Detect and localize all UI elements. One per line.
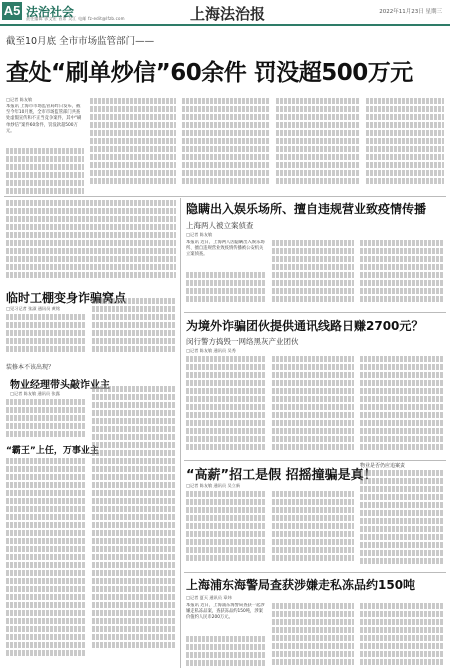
story3-subhead: 物业经理带头敲诈业主 xyxy=(10,380,110,391)
story4-headline: 为境外诈骗团伙提供通讯线路日赚2700元？ xyxy=(186,319,424,333)
story3-section-label: 装修本不该出现？ xyxy=(6,364,55,371)
story5-body-col3 xyxy=(360,470,444,569)
story3-headline: 临时工棚变身诈骗窝点 xyxy=(6,291,127,305)
lead-kicker: 截至10月底 全市市场监管部门—— xyxy=(6,36,155,47)
story2-body-col2 xyxy=(272,240,354,308)
story3-preamble xyxy=(6,200,176,280)
lead-body-col4 xyxy=(276,98,360,190)
story6-divider xyxy=(184,572,446,573)
story4-body-col1 xyxy=(186,356,266,456)
lead-byline: □记者 陈友敏 xyxy=(6,97,33,102)
paper-logo: 上海法治报 xyxy=(190,5,266,23)
story5-divider xyxy=(184,460,446,461)
story5-byline: □记者 陈友敏 通讯员 吴立新 xyxy=(186,483,241,488)
story6-body-col3 xyxy=(360,603,444,666)
story2-subhead: 上海两人被立案侦查 xyxy=(186,221,254,230)
story4-subhead: 闵行警方捣毁一网络黑灰产业团伙 xyxy=(186,337,299,346)
section-title: 法治社会 xyxy=(26,5,75,19)
story3-byline: □见习记者 张淑 通讯员 黄铭 xyxy=(6,306,61,311)
story4-body-col3 xyxy=(360,356,444,456)
story6-intro: 本报讯 近日，上海浦东海警局查获一起涉嫌走私冻品案，查获冻品约150吨，涉案价值约人民币200万元。 xyxy=(186,603,265,621)
lead-body-col2 xyxy=(90,98,176,190)
issue-date: 2022年11月23日 星期三 xyxy=(379,9,442,15)
story4-divider xyxy=(184,312,446,313)
story2-intro: 本报讯 近日，上海两人因隐瞒出入娱乐场所、擅自违规营业致疫情传播被公安机关立案侦查。 xyxy=(186,240,265,258)
story3-quote: “霸王”上任，万事业主 xyxy=(6,446,99,456)
story3-body-col3 xyxy=(6,399,86,439)
lead-body-col5 xyxy=(366,98,444,190)
story6-byline: □记者 夏天 通讯员 章炜 xyxy=(186,595,232,600)
story5-note: 物业是否仍应追案责 xyxy=(360,463,406,469)
editor-meta: 责任编辑 郭文宏 首席 吴江 电邮 fz-edit@lfzb.com xyxy=(26,16,125,21)
masthead xyxy=(0,0,450,24)
story4-byline: □记者 陈友敏 通讯员 吴秀 xyxy=(186,348,236,353)
story3-body-col1 xyxy=(6,314,86,356)
story3-body-col5 xyxy=(92,386,176,668)
lead-divider xyxy=(4,196,446,197)
story3-byline2: □记者 陈友敏 通讯员 张露 xyxy=(10,391,60,396)
story2-byline: □记者 陈友敏 xyxy=(186,232,213,237)
story5-headline: “高薪”招工是假 招摇撞骗是真！ xyxy=(186,468,377,483)
story2-headline: 隐瞒出入娱乐场所、擅自违规营业致疫情传播 xyxy=(186,202,427,216)
column-divider xyxy=(180,198,181,668)
story3-body-col2 xyxy=(92,298,176,356)
story5-body-col2 xyxy=(272,491,354,569)
story6-body-col2 xyxy=(272,603,354,666)
lead-headline: 查处“刷单炒信”60余件 罚没超500万元 xyxy=(6,60,413,86)
story6-body-col1 xyxy=(186,636,266,666)
story3-body-col4 xyxy=(6,458,86,668)
masthead-rule xyxy=(0,24,450,26)
page-number-badge: A5 xyxy=(3,3,21,18)
story2-body-col1 xyxy=(186,272,266,308)
story6-headline: 上海浦东海警局查获涉嫌走私冻品约150吨 xyxy=(186,578,416,592)
lead-body-col3 xyxy=(182,98,270,190)
story2-body-col3 xyxy=(360,240,444,308)
lead-body-col1 xyxy=(6,148,84,200)
story5-body-col1 xyxy=(186,491,266,569)
story4-body-col2 xyxy=(272,356,354,456)
lead-intro: 本报讯 上海市市场监管局昨日发布，截至今年10月底，全市市场监管部门共查处虚假宣传和不正当竞争案件，其中“刷单炒信”案件60余件，罚没款超500万元。 xyxy=(6,104,82,134)
